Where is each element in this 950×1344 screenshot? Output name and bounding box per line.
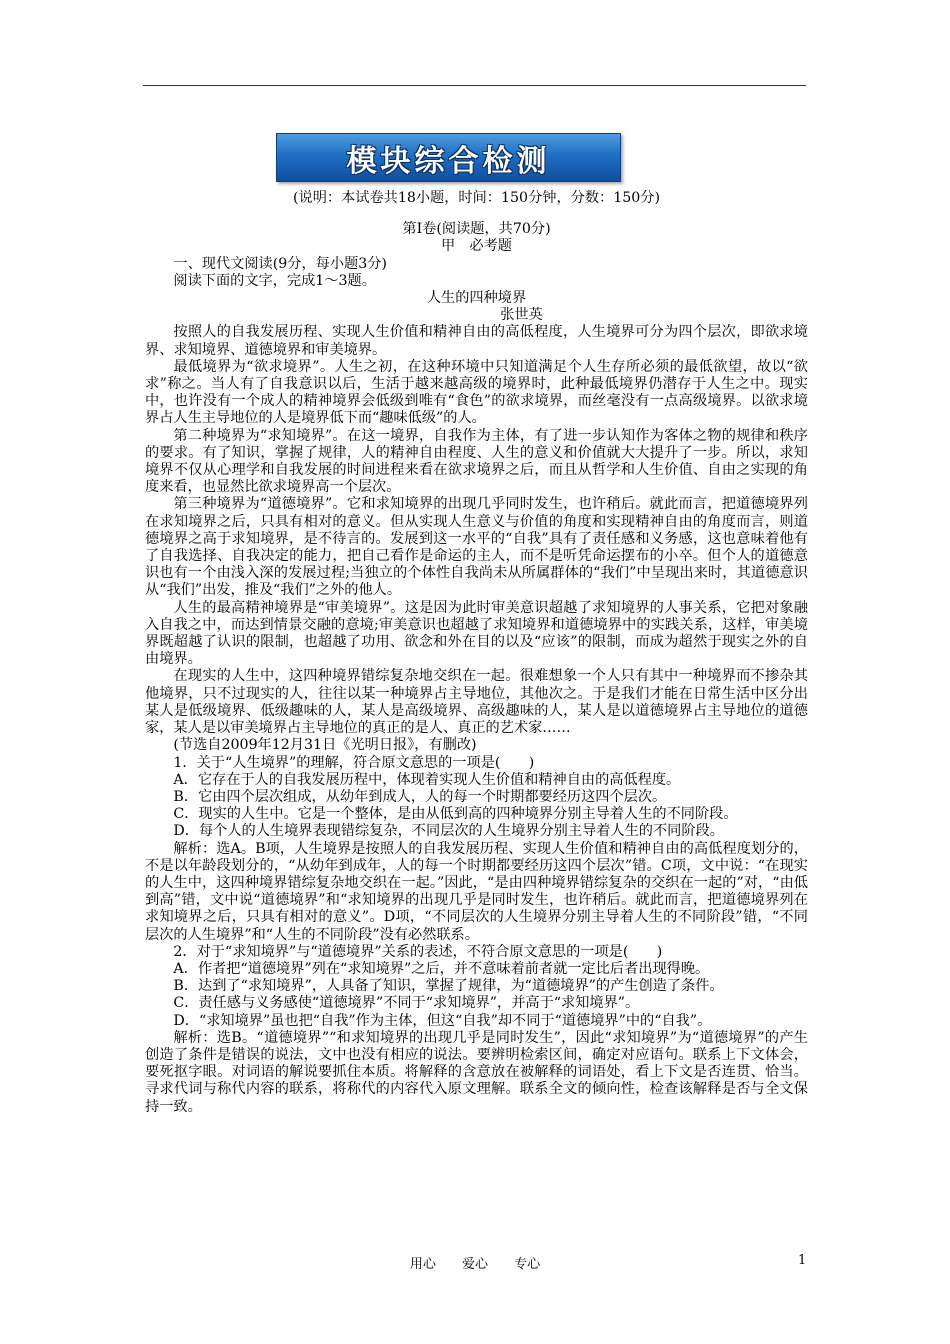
page-title: 模块综合检测	[346, 143, 551, 179]
question-stem: 1．关于“人生境界”的理解，符合原文意思的一项是( )	[173, 754, 535, 771]
instruction: 阅读下面的文字，完成1～3题。	[173, 272, 376, 289]
document-body	[145, 190, 808, 1116]
question-option: D．“求知境界”虽也把“自我”作为主体，但这“自我”却不同于“道德境界”中的“自我”。	[173, 1012, 712, 1029]
question-option: C．责任感与义务感使“道德境界”不同于“求知境界”，并高于“求知境界”。	[173, 995, 640, 1012]
volume-heading: 第Ⅰ卷(阅读题，共70分)	[402, 221, 551, 238]
question-option: A．作者把“道德境界”列在“求知境界”之后，并不意味着前者就一定比后者出现得晚。	[173, 960, 710, 977]
article-title: 人生的四种境界	[426, 290, 527, 307]
footer-slogan: 用心 爱心 专心	[409, 1257, 541, 1272]
question-option: B．达到了“求知境界”，人具备了知识，掌握了规律，为“道德境界”的产生创造了条件。	[173, 978, 724, 995]
article-paragraph: 第二种境界为“求知境界”。在这一境界，自我作为主体，有了进一步认知作为客体之物的规律和秩序的要求。有了知识，掌握了规律，人的精神自由程度、人生的意义和价值就大大提升了一步。所以，求知境界不仅从心理学和自我发展的时间进程来看在欲求境界之后，而且从哲学和人生价值、自由之实现的角度来看，也显然比欲求境界高一个层次。	[145, 427, 808, 496]
article-paragraph: 在现实的人生中，这四种境界错综复杂地交织在一起。很难想象一个人只有其中一种境界而不掺杂其他境界，只不过现实的人，往往以某一种境界占主导地位，其他次之。于是我们才能在日常生活中区分出某人是低级境界、低级趣味的人，某人是高级境界、高级趣味的人，某人是以道德境界占主导地位的道德家，某人是以审美境界占主导地位的真正的是人、真正的艺术家……	[145, 668, 808, 737]
article-paragraph: 按照人的自我发展历程、实现人生价值和精神自由的高低程度，人生境界可分为四个层次，即欲求境界、求知境界、道德境界和审美境界。	[145, 324, 808, 358]
page-number: 1	[798, 1253, 807, 1268]
question-option: C．现实的人生中。它是一个整体，是由从低到高的四种境界分别主导着人生的不同阶段。	[173, 806, 738, 823]
question-stem: 2．对于“求知境界”与“道德境界”关系的表述，不符合原文意思的一项是( )	[173, 943, 663, 960]
title-banner	[276, 133, 621, 182]
part-heading: 甲 必考题	[441, 238, 512, 255]
question-option: B．它由四个层次组成，从幼年到成人，人的每一个时期都要经历这四个层次。	[173, 788, 667, 805]
header-rule	[143, 85, 806, 86]
question-analysis: 解析：选B。“道德境界”“和求知境界的出现几乎是同时发生”，因此“求知境界”为“道德境界”的产生创造了条件是错误的说法，文中也没有相应的说法。要辨明检索区间，确定对应语句。联系上下文体会，要死抠字眼。对词语的解说要抓住本质。将解释的含意放在被解释的词语处，看上下文是否连贯、恰当。寻求代词与称代内容的联系，将称代的内容代入原文理解。联系全文的倾向性，检查该解释是否与全文保持一致。	[145, 1029, 808, 1115]
question-analysis: 解析：选A。B项，人生境界是按照人的自我发展历程、实现人生价值和精神自由的高低程度划分的，不是以年龄段划分的，“从幼年到成年，人的每一个时期都要经历这四个层次”错。C项，文中说：“在现实的人生中，这四种境界错综复杂地交织在一起。”因此，“是由四种境界错综复杂的交织在一起的”对，“由低到高”错，文中说“道德境界”和“求知境界的出现几乎是同时发生，也许稍后。就此而言，把道德境界列在求知境界之后，只具有相对的意义”。D项，“不同层次的人生境界分别主导着人生的不同阶段”错，“不同层次的人生境界”和“人生的不同阶段”没有必然联系。	[145, 840, 808, 943]
section-heading: 一、现代文阅读(9分，每小题3分)	[173, 255, 387, 272]
article-paragraph: 最低境界为“欲求境界”。人生之初，在这种环境中只知道满足个人生存所必须的最低欲望，故以“欲求”称之。当人有了自我意识以后，生活于越来越高级的境界时，此种最低境界仍潜存于人生之中。现实中，也许没有一个成人的精神境界会低级到唯有“食色”的欲求境界，而丝毫没有一点高级境界。以欲求境界占人生主导地位的人是境界低下而“趣味低级”的人。	[145, 358, 808, 427]
article-author: 张世英	[500, 307, 543, 324]
article-source: (节选自2009年12月31日《光明日报》，有删改)	[173, 737, 477, 754]
article-paragraph: 第三种境界为“道德境界”。它和求知境界的出现几乎同时发生，也许稍后。就此而言，把道德境界列在求知境界之后，只具有相对的意义。但从实现人生意义与价值的角度和实现精神自由的角度而言，则道德境界之高于求知境界，是不待言的。发展到这一水平的“自我”具有了责任感和义务感，这也意味着他有了自我选择、自我决定的能力，把自己看作是命运的主人，而不是听凭命运摆布的小卒。但个人的道德意识也有一个由浅入深的发展过程;当独立的个体性自我尚未从所属群体的“我们”中呈现出来时，其道德意识从“我们”出发，推及“我们”之外的他人。	[145, 496, 808, 599]
exam-note: (说明：本试卷共18小题，时间：150分钟，分数：150分)	[292, 190, 661, 206]
question-option: A．它存在于人的自我发展历程中，体现着实现人生价值和精神自由的高低程度。	[173, 771, 681, 788]
question-option: D．每个人的人生境界表现错综复杂，不同层次的人生境界分别主导着人生的不同阶段。	[173, 823, 724, 840]
article-paragraph: 人生的最高精神境界是“审美境界”。这是因为此时审美意识超越了求知境界的人事关系，它把对象融入自我之中，而达到情景交融的意境;审美意识也超越了求知境界和道德境界中的实践关系，这样，审美境界既超越了认识的限制，也超越了功用、欲念和外在目的以及“应该”的限制，而成为超然于现实之外的自由境界。	[145, 599, 808, 668]
